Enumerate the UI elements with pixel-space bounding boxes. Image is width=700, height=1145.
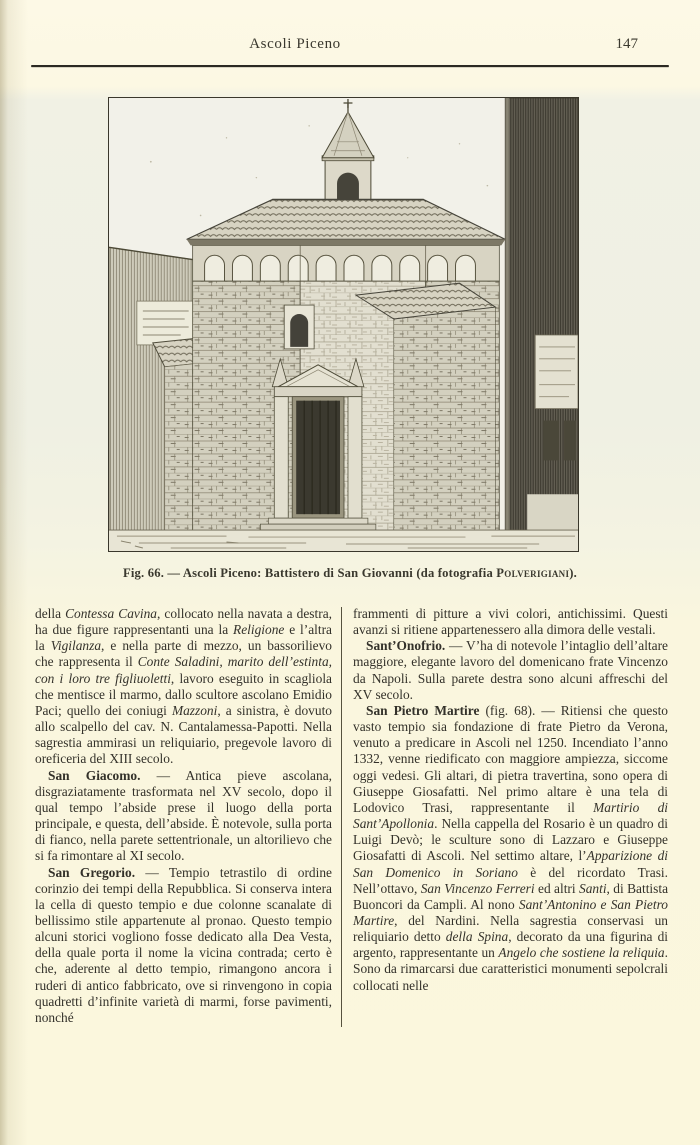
paragraph: frammenti di pitture a vivi colori, antichissimi. Questi avanzi si ritiene appartenessero alla dimora delle vestali. — [353, 606, 668, 638]
page-header — [0, 36, 700, 56]
paragraph: della Contessa Cavina, collocato nella navata a destra, ha due figure rappresentanti una la Religione e l’altra la Vigilanza, e nella parte di mezzo, un bassorilievo che rappresenta il Conte Saladini, marito dell’estinta, con i loro tre figliuoletti, lavoro eseguito in scagliola che mentisce il marmo, dallo scultore ascolano Emidio Paci; quello dei coniugi Mazzoni, a sinistra, è dovuto allo scalpello del cav. N. Cantalamessa-Papotti. Nella sagrestia ammirasi un reliquiario, pregevole lavoro di oreficeria del XIII secolo. — [35, 606, 332, 767]
arcade-band — [193, 245, 500, 281]
page-number: 147 — [615, 36, 638, 52]
ground — [109, 530, 578, 551]
apse-window — [284, 305, 314, 349]
figure-caption: Fig. 66. — Ascoli Piceno: Battistero di San Giovanni (da fotografia Polverigiani). — [122, 566, 578, 580]
portal — [260, 359, 376, 530]
door — [296, 401, 340, 514]
paragraph: San Gregorio. — Tempio tetrastilo di ordine corinzio dei tempi della Repubblica. Si conserva intera la cella di questo tempio e due colonne scanalate di bellissimo stile appartenute al pronao. Questo tempio alcuni storici vogliono fosse dedicato alla Dea Vesta, della quale porta il nome la vicina contrada; certo è che, aderente al detto tempio, rimangono ancora i ruderi di antico fabbricato, ove si rinvengono in copia quadretti d’infinite varietà di marmi, forse pavimenti, nonché — [35, 864, 332, 1025]
column-divider-rule — [341, 607, 342, 1027]
battistero-engraving — [109, 98, 578, 551]
text-column-right — [353, 606, 668, 994]
paragraph: San Pietro Martire (fig. 68). — Ritiensi che questo vasto tempio sia fondazione di frate Pietro da Verona, venuto a predicare in Ascoli nel 1250. Incendiato l’anno 1332, venne riedificato con maggiore ampiezza, siccome oggi vedesi. Gli altari, di pietra travertina, sono opera di Giuseppe Giosafatti. Nel primo altare è una tela di Lodovico Trasi, rappresentante il Martirio di Sant’Apollonia. Nella cappella del Rosario è un quadro di Luigi Devò; le sculture sono di Lazzaro e Giuseppe Giosafatti di Ascoli. Nel settimo altare, l’Apparizione di San Domenico in Soriano è del ricordato Trasi. Nell’ottavo, San Vincenzo Ferreri ed altri Santi, di Battista Buoncori da Campli. Al nono Sant’Antonino e San Pietro Martire, del Nardini. Nella sagrestia conservasi un reliquiario detto della Spina, decorato da una figurina di argento, rappresentante un Angelo che sostiene la reliquia. Sono da rimarcarsi due caratteristici monumenti sepolcrali collocati nelle — [353, 702, 669, 993]
header-rule — [31, 65, 669, 67]
right-tower — [505, 98, 578, 532]
figure-engraving-frame — [108, 97, 579, 552]
paragraph: San Giacomo. — Antica pieve ascolana, disgraziatamente trasformata nel XV secolo, dopo il qual tempo l’abside prese il luogo della porta principale, e questa, dell’abside. È notevole, sulla porta di fianco, nella parete settentrionale, un altorilievo che si fa rimontare al XI secolo. — [35, 767, 332, 864]
running-title: Ascoli Piceno — [249, 36, 341, 52]
paragraph: Sant’Onofrio. — V’ha di notevole l’intaglio dell’altare maggiore, elegante lavoro del domenicano frate Vincenzo da Napoli. Sulla parete destra sono alcuni affreschi del XV secolo. — [353, 638, 668, 702]
text-column-left — [35, 606, 332, 1026]
